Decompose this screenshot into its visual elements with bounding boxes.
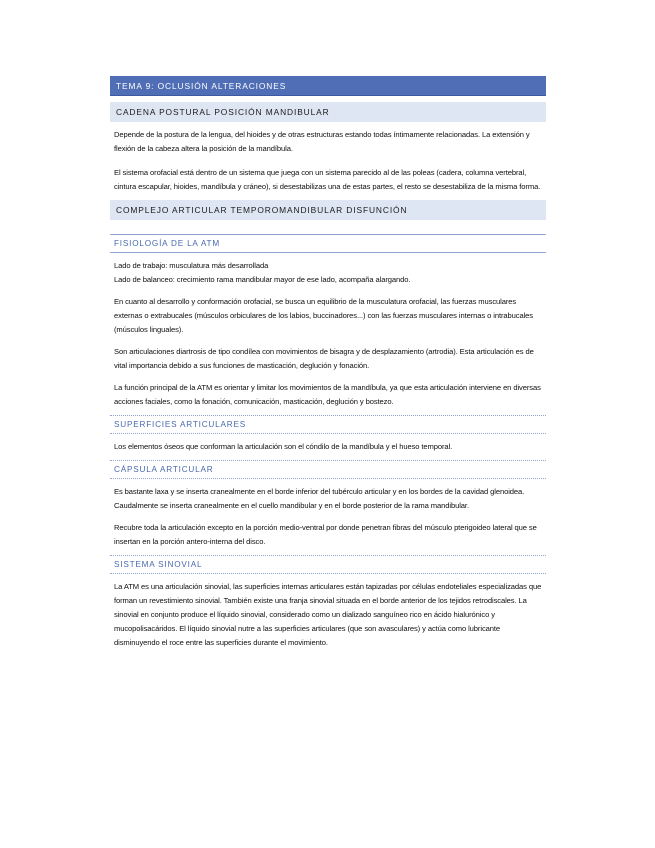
line-lado-trabajo: Lado de trabajo: musculatura más desarrollada <box>114 261 269 270</box>
section-heading-cadena-postural: CADENA POSTURAL POSICIÓN MANDIBULAR <box>110 102 546 122</box>
paragraph-superficies: Los elementos óseos que conforman la articulación son el cóndilo de la mandíbula y el hueso temporal. <box>114 442 453 451</box>
paragraph-cadena-2: El sistema orofacial está dentro de un sistema que juega con un sistema parecido al de las poleas (cadera, columna vertebral, cintura escapular, hioides, mandíbula y cráneo), si desestabilizas una de estas partes, el resto se desestabiliza de la misma forma. <box>114 168 541 191</box>
paragraph-fisiologia-1: En cuanto al desarrollo y conformación orofacial, se busca un equilibrio de la musculatura orofacial, las fuerzas musculares externas o extrabucales (músculos orbiculares de los labios, buccinadores...) con las fuerzas musculares internas o intrabucales (músculos linguales). <box>114 297 533 334</box>
subheading-fisiologia: FISIOLOGÍA DE LA ATM <box>110 234 546 253</box>
document-page <box>110 76 546 650</box>
subheading-sinovial: SISTEMA SINOVIAL <box>110 555 546 574</box>
subheading-capsula: CÁPSULA ARTICULAR <box>110 460 546 479</box>
subheading-superficies: SUPERFICIES ARTICULARES <box>110 415 546 434</box>
paragraph-capsula-2: Recubre toda la articulación excepto en la porción medio-ventral por donde penetran fibras del músculo pterigoideo lateral que se insertan en la porción antero-interna del disco. <box>114 523 537 546</box>
section-heading-complejo-articular: COMPLEJO ARTICULAR TEMPOROMANDIBULAR DISFUNCIÓN <box>110 200 546 220</box>
paragraph-fisiologia-3: La función principal de la ATM es orientar y limitar los movimientos de la mandíbula, ya que esta articulación interviene en diversas acciones faciales, como la fonación, comunicación, masticación, deglución y bostezo. <box>114 383 541 406</box>
paragraph-cadena-1: Depende de la postura de la lengua, del hioides y de otras estructuras estando todas íntimamente relacionadas. La extensión y flexión de la cabeza altera la posición de la mandíbula. <box>114 130 530 153</box>
paragraph-capsula-1: Es bastante laxa y se inserta cranealmente en el borde inferior del tubérculo articular y en los bordes de la cavidad glenoidea. Caudalmente se inserta cranealmente en el cuello mandibular y en el borde posterior de la rama mandibular. <box>114 487 525 510</box>
paragraph-fisiologia-2: Son articulaciones diartrosis de tipo condílea con movimientos de bisagra y de desplazamiento (artrodia). Esta articulación es de vital importancia debido a sus funciones de masticación, deglución y fonación. <box>114 347 534 370</box>
line-lado-balanceo: Lado de balanceo: crecimiento rama mandibular mayor de ese lado, acompaña alargando. <box>114 275 411 284</box>
paragraph-sinovial: La ATM es una articulación sinovial, las superficies internas articulares están tapizadas por células endoteliales especializadas que forman un revestimiento sinovial. También existe una franja sinovial situada en el borde anterior de los tejidos retrodiscales. La sinovial en conjunto produce el líquido sinovial, considerado como un dializado sanguíneo rico en ácido hialurónico y mucopolisacáridos. El líquido sinovial nutre a las superficies articulares (que son avasculares) y actúa como lubricante disminuyendo el roce entre las superficies durante el movimiento. <box>114 582 542 647</box>
chapter-title: TEMA 9: OCLUSIÓN ALTERACIONES <box>110 76 546 96</box>
